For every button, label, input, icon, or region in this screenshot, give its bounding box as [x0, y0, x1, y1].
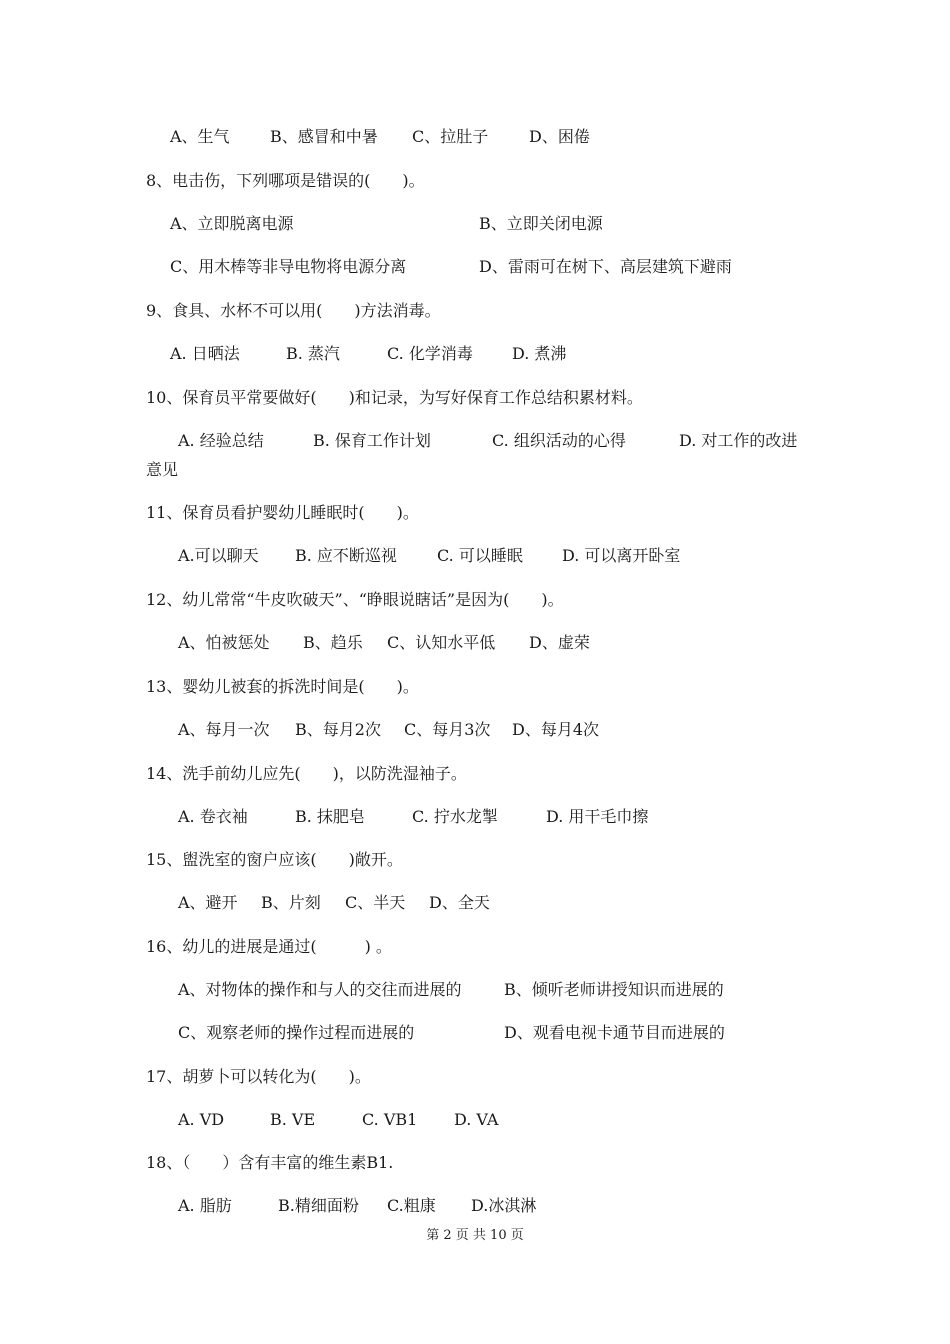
q9-option-b: B. 蒸汽 — [286, 344, 340, 363]
q18-option-c: C.粗康 — [387, 1196, 436, 1215]
q14-option-a: A. 卷衣袖 — [178, 807, 248, 826]
q10-option-c: C. 组织活动的心得 — [492, 431, 626, 450]
q10-option-b: B. 保育工作计划 — [313, 431, 431, 450]
q15-stem: 15、盥洗室的窗户应该( )敞开。 — [146, 850, 403, 869]
q8-option-a: A、立即脱离电源 — [170, 214, 294, 233]
q12-option-a: A、怕被惩处 — [178, 633, 270, 652]
q17-option-a: A. VD — [178, 1110, 225, 1129]
q14-stem: 14、洗手前幼儿应先( )，以防洗湿袖子。 — [146, 764, 467, 783]
q13-stem: 13、婴幼儿被套的拆洗时间是( )。 — [146, 677, 419, 696]
q13-option-d: D、每月4次 — [512, 720, 600, 739]
q10-option-d: D. 对工作的改进 — [679, 431, 798, 450]
q17-stem: 17、胡萝卜可以转化为( )。 — [146, 1067, 371, 1086]
q11-option-a: A.可以聊天 — [178, 546, 259, 565]
q14-option-c: C. 拧水龙掣 — [412, 807, 498, 826]
q15-option-c: C、半天 — [345, 893, 406, 912]
q11-option-d: D. 可以离开卧室 — [562, 546, 681, 565]
q7-option-d: D、困倦 — [529, 127, 590, 146]
q7-option-a: A、生气 — [170, 127, 230, 146]
q14-option-d: D. 用干毛巾擦 — [546, 807, 649, 826]
q10-option-a: A. 经验总结 — [178, 431, 264, 450]
q8-option-c: C、用木棒等非导电物将电源分离 — [170, 257, 407, 276]
q18-stem: 18、（ ）含有丰富的维生素B1. — [146, 1153, 394, 1172]
q7-option-b: B、感冒和中暑 — [270, 127, 378, 146]
q8-option-d: D、雷雨可在树下、高层建筑下避雨 — [479, 257, 732, 276]
q17-option-d: D. VA — [454, 1110, 499, 1129]
q18-option-b: B.精细面粉 — [278, 1196, 359, 1215]
q12-stem: 12、幼儿常常“牛皮吹破天”、“睁眼说瞎话”是因为( )。 — [146, 590, 564, 609]
q18-option-d: D.冰淇淋 — [471, 1196, 537, 1215]
q8-stem: 8、电击伤，下列哪项是错误的( )。 — [146, 171, 425, 190]
q15-option-d: D、全天 — [429, 893, 490, 912]
q10-stem: 10、保育员平常要做好( )和记录，为写好保育工作总结积累材料。 — [146, 388, 643, 407]
q7-option-c: C、拉肚子 — [412, 127, 489, 146]
q9-option-c: C. 化学消毒 — [387, 344, 473, 363]
q16-option-a: A、对物体的操作和与人的交往而进展的 — [178, 980, 462, 999]
q11-option-c: C. 可以睡眠 — [437, 546, 523, 565]
q8-option-b: B、立即关闭电源 — [479, 214, 603, 233]
q9-option-a: A. 日晒法 — [170, 344, 240, 363]
q13-option-c: C、每月3次 — [404, 720, 491, 739]
q9-stem: 9、食具、水杯不可以用( )方法消毒。 — [146, 301, 441, 320]
q16-option-d: D、观看电视卡通节目而进展的 — [504, 1023, 725, 1042]
q10-continuation: 意见 — [146, 460, 179, 479]
q11-option-b: B. 应不断巡视 — [295, 546, 397, 565]
q15-option-b: B、片刻 — [261, 893, 321, 912]
page-footer: 第 2 页 共 10 页 — [426, 1228, 524, 1243]
q15-option-a: A、避开 — [178, 893, 238, 912]
q13-option-b: B、每月2次 — [295, 720, 381, 739]
q16-option-c: C、观察老师的操作过程而进展的 — [178, 1023, 415, 1042]
q17-option-b: B. VE — [270, 1110, 316, 1129]
q13-option-a: A、每月一次 — [178, 720, 270, 739]
q16-stem: 16、幼儿的进展是通过( ) 。 — [146, 937, 392, 956]
q14-option-b: B. 抹肥皂 — [295, 807, 365, 826]
q18-option-a: A. 脂肪 — [178, 1196, 232, 1215]
q16-option-b: B、倾听老师讲授知识而进展的 — [504, 980, 724, 999]
q11-stem: 11、保育员看护婴幼儿睡眠时( )。 — [146, 503, 419, 522]
q12-option-b: B、趋乐 — [303, 633, 363, 652]
q17-option-c: C. VB1 — [362, 1110, 418, 1129]
q9-option-d: D. 煮沸 — [512, 344, 567, 363]
q12-option-c: C、认知水平低 — [387, 633, 496, 652]
q12-option-d: D、虚荣 — [529, 633, 590, 652]
